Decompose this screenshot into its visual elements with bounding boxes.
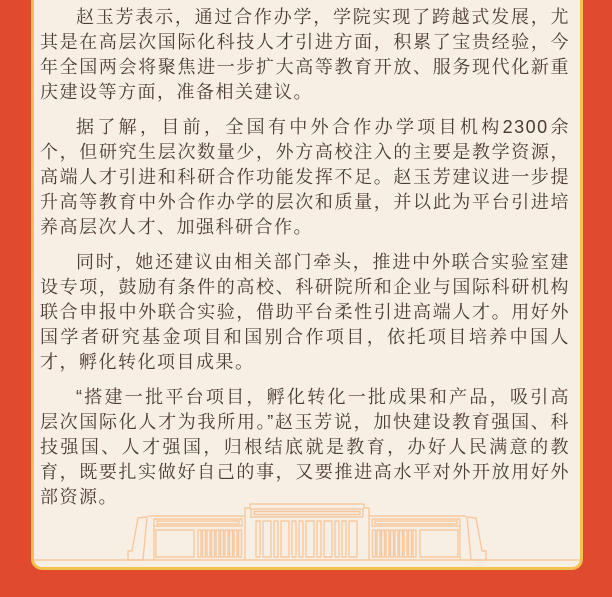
paragraph: “搭建一批平台项目，孵化转化一批成果和产品，吸引高层次国际化人才为我所用。”赵玉芳说，加快建设教育强国、科技强国、人才强国，归根结底就是教育，办好人民满意的教育，既要扎实做好自己的事，又要推进高水平对外开放用好外部资源。 bbox=[40, 387, 570, 507]
article-body bbox=[34, 0, 580, 520]
paragraph: 据了解，目前，全国有中外合作办学项目机构2300余个，但研究生层次数量少，外方高校注入的主要是教学资源，高端人才引进和科研合作功能发挥不足。赵玉芳建议进一步提升高等教育中外合作办学的层次和质量，并以此为平台引进培养高层次人才、加强科研合作。 bbox=[40, 117, 570, 237]
paragraph: 同时，她还建议由相关部门牵头，推进中外联合实验室建设专项，鼓励有条件的高校、科研院所和企业与国际科研机构联合申报中外联合实验，借助平台柔性引进高端人才。用好外国学者研究基金项目和国别合作项目，依托项目培养中国人才，孵化转化项目成果。 bbox=[40, 252, 570, 372]
article-paper bbox=[31, 0, 583, 570]
paragraph: 赵玉芳表示，通过合作办学，学院实现了跨越式发展，尤其是在高层次国际化科技人才引进方面，积累了宝贵经验，今年全国两会将聚焦进一步扩大高等教育开放、服务现代化新重庆建设等方面，准备相关建议。 bbox=[40, 7, 570, 102]
